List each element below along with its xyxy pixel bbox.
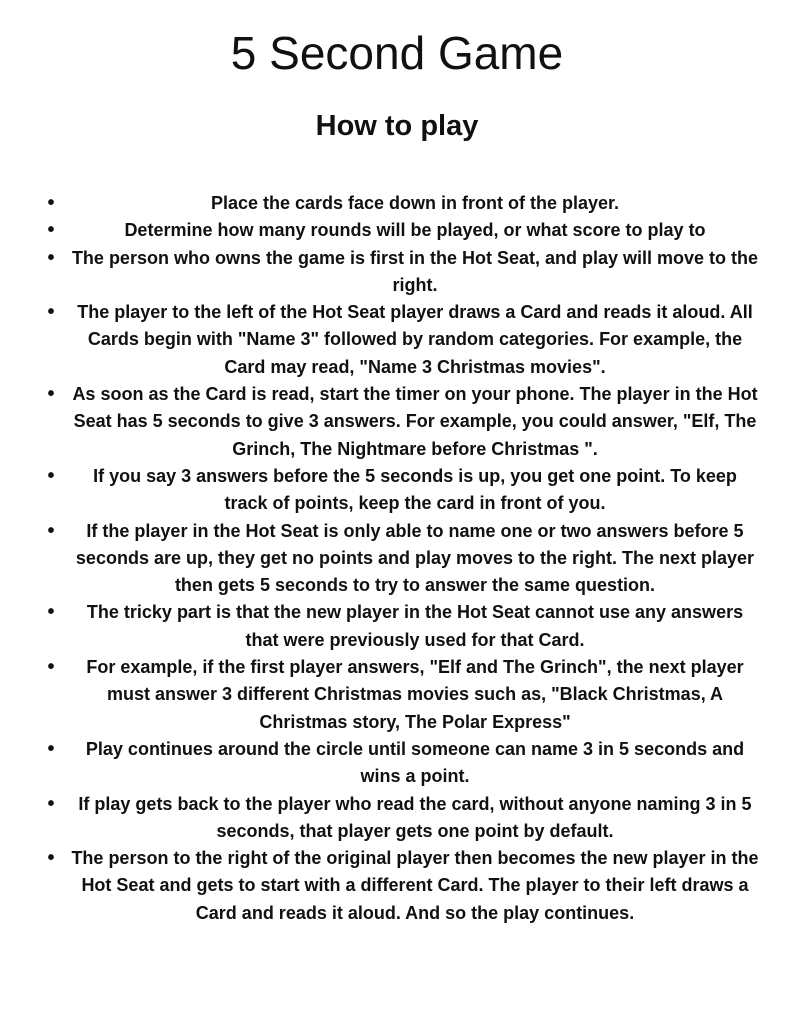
rule-text: The tricky part is that the new player in the Hot Seat cannot use any answers that were previously used for that Card. xyxy=(86,602,744,650)
bullet-icon: • xyxy=(47,464,55,487)
bullet-icon: • xyxy=(47,656,55,679)
rule-text: Determine how many rounds will be played, or what score to play to xyxy=(124,220,706,241)
rule-item xyxy=(0,736,794,791)
rule-item xyxy=(0,654,794,736)
page-title: 5 Second Game xyxy=(230,27,564,79)
bullet-icon: • xyxy=(47,792,55,815)
rule-text: If you say 3 answers before the 5 seconds is up, you get one point. To keep track of points, keep the card in front of you. xyxy=(93,465,737,514)
bullet-icon: • xyxy=(47,519,55,542)
section-heading: How to play xyxy=(315,110,479,142)
rule-item xyxy=(0,381,794,463)
rule-text: For example, if the first player answers, "Elf and The Grinch", the next player must answer 3 different Christmas movies such as, "Black Christmas, A Christmas story, The Polar Express" xyxy=(86,657,744,732)
rule-text: Play continues around the circle until someone can name 3 in 5 seconds and wins a point. xyxy=(85,738,745,787)
rule-item xyxy=(0,791,794,846)
bullet-icon: • xyxy=(47,301,55,324)
bullet-icon: • xyxy=(47,737,55,760)
rule-item xyxy=(0,190,794,217)
bullet-icon: • xyxy=(47,192,55,214)
rule-item xyxy=(0,217,794,244)
rule-text: As soon as the Card is read, start the timer on your phone. The player in the Hot Seat has 5 seconds to give 3 answers. For example, you could answer, "Elf, The Grinch, The Nightmare before Christmas ". xyxy=(72,384,758,459)
rule-item xyxy=(0,845,794,927)
rule-item xyxy=(0,299,794,381)
rule-item xyxy=(0,245,794,300)
bullet-icon: • xyxy=(47,383,55,406)
rule-item xyxy=(0,599,794,654)
bullet-icon: • xyxy=(47,219,55,242)
rule-text: Place the cards face down in front of the player. xyxy=(210,193,620,213)
bullet-icon: • xyxy=(47,246,55,269)
bullet-icon: • xyxy=(47,601,55,624)
rule-text: The person to the right of the original player then becomes the new player in the Hot Seat and gets to start with a different Card. The player to their left draws a Card and reads it aloud. And so the play continues. xyxy=(71,848,759,923)
bullet-icon: • xyxy=(47,847,55,870)
rule-text: If play gets back to the player who read the card, without anyone naming 3 in 5 seconds, that player gets one point by default. xyxy=(78,793,752,841)
rule-text: The person who owns the game is first in the Hot Seat, and play will move to the right. xyxy=(71,247,759,295)
rule-item xyxy=(0,463,794,518)
rule-text: If the player in the Hot Seat is only able to name one or two answers before 5 seconds are up, they get no points and play moves to the right. The next player then gets 5 seconds to try to answer the same question. xyxy=(75,520,755,596)
rule-text: The player to the left of the Hot Seat player draws a Card and reads it aloud. All Cards begin with "Name 3" followed by random categories. For example, the Card may read, "Name 3 Christmas movies". xyxy=(77,302,753,377)
rule-item xyxy=(0,518,794,600)
rules-list xyxy=(0,190,794,927)
